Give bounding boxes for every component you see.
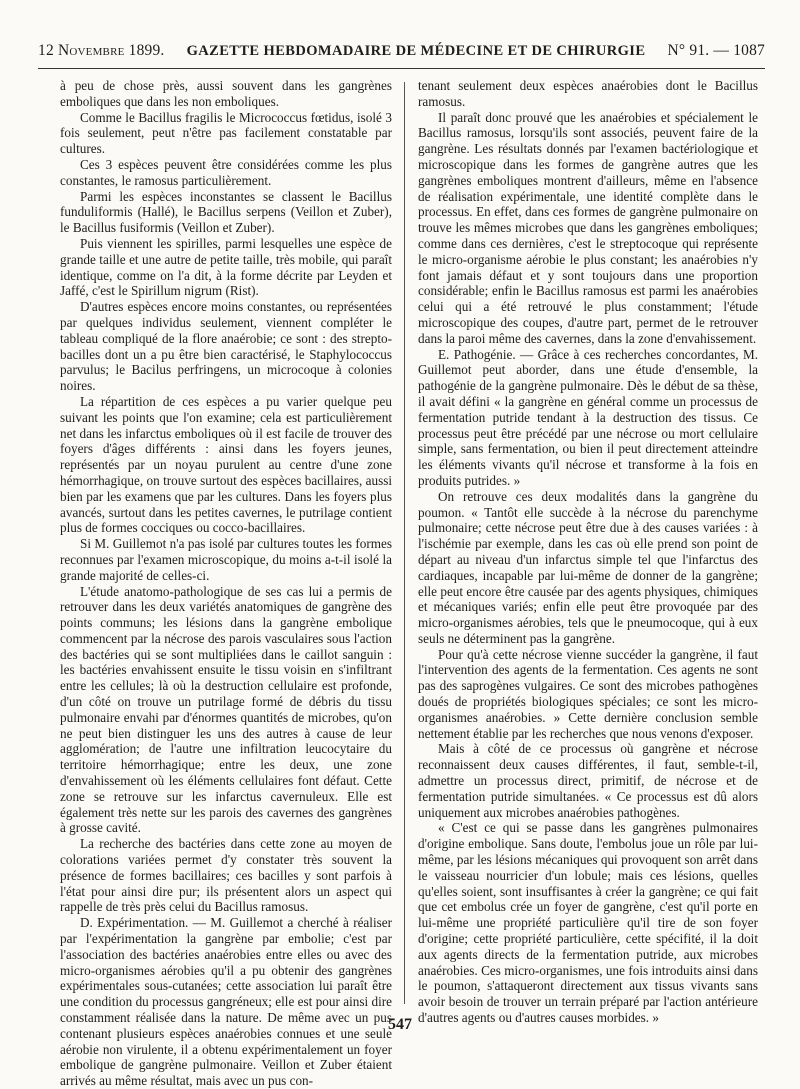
paragraph: à peu de chose près, aussi souvent dans les gangrènes emboliques que dans les non emboliques.	[60, 78, 392, 109]
paragraph: Si M. Guillemot n'a pas isolé par cultures toutes les formes reconnues par l'examen microscopique, du moins a-t-il isolé la grande majorité de celles-ci.	[60, 536, 392, 583]
paragraph: Puis viennent les spirilles, parmi lesquelles une espèce de grande taille et une autre de petite taille, très mobile, qui paraît identique, comme on l'a dit, à la forme décrite par Leyden et Jaffé, c'est le Spirillum nigrum (Rist).	[60, 235, 392, 299]
header-rule	[38, 68, 765, 69]
paragraph: Comme le Bacillus fragilis le Micrococcus fœtidus, isolé 3 fois seulement, peut n'être pas facilement constatable par cultures.	[60, 109, 392, 157]
paragraph: Parmi les espèces inconstantes se classent le Bacillus funduliformis (Hallé), le Bacillus serpens (Veillon et Zuber), le Bacillus fusiformis (Veillon et Zuber).	[60, 188, 392, 236]
paragraph: Pour qu'à cette nécrose vienne succéder la gangrène, il faut l'intervention des agents de la fermentation. Ces agents ne sont pas des saprogènes vulgaires. Ce sont des microbes pathogènes doués de propriétés biologiques spéciales; ce sont les micro-organismes anaérobies. » Cette dernière conclusion semble nettement établie par les recherches que nous venons d'exposer.	[418, 646, 758, 741]
column-divider	[404, 82, 405, 1004]
journal-title: GAZETTE HEBDOMADAIRE DE MÉDECINE ET DE CHIRURGIE	[186, 42, 646, 59]
paragraph: La recherche des bactéries dans cette zone au moyen de colorations variées permet d'y constater très souvent la présence de formes bacillaires; ces bacilles y sont parfois à l'état pour ainsi dire pur; ils présentent alors un aspect qui rappelle de très près celui du Bacillus ramosus.	[60, 836, 392, 915]
paragraph: « C'est ce qui se passe dans les gangrènes pulmonaires d'origine embolique. Sans doute, l'embolus joue un rôle par lui-même, par les lésions mécaniques qui provoquent son arrêt dans le vaisseau nourricier d'un lobule; mais ces lésions, quelles qu'elles soient, sont insuffisantes à créer la gangrène; ce qui fait que cet embolus crée un foyer de gangrène, c'est qu'il porte en lui-même une propriété particulière qu'il tire de son foyer d'origine; cette propriété particulière, cette spécifité, il la doit aux agents directs de la fermentation putride, aux microbes anaérobies. Ces micro-organismes, une fois introduits ainsi dans le poumon, s'attaqueront directement aux tissus vivants sans avoir besoin de trouver un terrain préparé par l'action antérieure d'autres agents ou d'autres causes morbides. »	[418, 820, 758, 1026]
paragraph: Mais à côté de ce processus où gangrène et nécrose reconnaissent deux causes différentes, il faut, semble-t-il, admettre un processus direct, primitif, de nécrose et de fermentation putride simultanées. « Ce processus est dû alors uniquement aux microbes anaérobies pathogènes.	[418, 741, 758, 820]
paragraph: Ces 3 espèces peuvent être considérées comme les plus constantes, le ramosus particulièrement.	[60, 156, 392, 188]
paragraph: tenant seulement deux espèces anaérobies dont le Bacillus ramosus.	[418, 78, 758, 109]
paragraph: Il paraît donc prouvé que les anaérobies et spécialement le Bacillus ramosus, lorsqu'ils sont associés, peuvent faire de la gangrène. Les résultats donnés par l'examen bactériologique et microscopique dans les formes de gangrène autres que les gangrènes emboliques montrent d'ailleurs, même en l'absence de réalisation expérimentale, une identité complète dans le processus. En effet, dans ces formes de gangrène pulmonaire on trouve les mêmes microbes que dans les gangrènes emboliques; comme dans ces dernières, c'est le streptocoque qui représente le micro-organisme aérobie le plus constant; les anaérobies n'y font jamais défaut et y sont toujours dans une proportion considérable; enfin le Bacillus ramosus est parmi les anaérobies celui qui a été retrouvé le plus constamment; l'étude microscopique des coupes, d'autre part, permet de le retrouver dans la paroi même des cavernes, dans la zone d'envahissement.	[418, 109, 758, 346]
paragraph: La répartition de ces espèces a pu varier quelque peu suivant les points que l'on examine; cela est particulièrement net dans les infarctus emboliques où il est facile de trouver des foyers d'âges différents : ainsi dans les foyers jeunes, représentés par un noyau purulent au centre d'une zone hémorrhagique, on trouve surtout des espèces bacillaires, aussi bien par les examens que par les cultures. Dans les foyers plus avancés, surtout dans les petites cavernes, le putrilage contient plus de formes cocciques ou cocco-bacillaires.	[60, 393, 392, 536]
paragraph: L'étude anatomo-pathologique de ses cas lui a permis de retrouver dans les deux variétés anatomiques de gangrène des points communs; les lésions dans la gangrène embolique commencent par la nécrose des parois vasculaires sous l'action des bactéries qui se sont multipliées dans le caillot sanguin : les bactéries envahissent ensuite le tissu voisin en s'infiltrant entre les cellules; là où la destruction cellulaire est profonde, d'un côté on trouve un putrilage formé de débris du tissu pulmonaire envahi par d'énormes quantités de microbes, qu'on ne peut bien distinguer les uns des autres à cause de leur agglomération; de l'autre une infiltration leucocytaire du territoire hémorrhagique; entre les deux, une zone d'envahissement où les éléments cellulaires font défaut. Cette zone se retrouve sur les infarctus cavernuleux. Elle est également très nette sur les parois des cavernes des gangrènes à grosse cavité.	[60, 583, 392, 836]
issue-date: 12 Novembre 1899.	[38, 42, 165, 59]
left-column	[60, 78, 392, 1089]
section-pathogenie: E. Pathogénie. — Grâce à ces recherches concordantes, M. Guillemot peut aborder, dans une étude d'ensemble, la pathogénie de la gangrène pulmonaire. Dès le début de sa thèse, il avait défini « la gangrène en général comme un processus de fermentation putride tendant à la destruction des tissus. Ce processus peut être précédé par une nécrose ou mort cellulaire simple, sans fermentation, ou bien il peut directement atteindre les éléments vivants qu'il nécrose et transforme à la fois en produits putrides. »	[418, 346, 758, 488]
paragraph: D'autres espèces encore moins constantes, ou représentées par quelques individus seulement, viennent compléter le tableau compliqué de la flore anaérobie; ce sont : des strepto-bacilles dont un a pu être bien caractérisé, le Staphylococcus parvulus; le Bacilus perfringens, un microcoque à colonies noires.	[60, 299, 392, 394]
section-experimentation: D. Expérimentation. — M. Guillemot a cherché à réaliser par l'expérimentation la gangrène par embolie; c'est par l'association des bactéries anaérobies entre elles ou avec des micro-organismes aérobies qu'il a pu obtenir des gangrènes expérimentales sous-cutanées; cette association lui paraît être une condition du processus gangréneux; elle est pour ainsi dire constamment réalisée dans la nature. De même avec un pus contenant plusieurs espèces anaérobies connues et une seule aérobie non virulente, il a obtenu expérimentalement un foyer embolique de gangrène pulmonaire. Veillon et Zuber étaient arrivés au même résultat, mais avec un pus con-	[60, 915, 392, 1089]
issue-number: N° 91. — 1087	[667, 42, 765, 59]
running-header	[38, 36, 765, 66]
paragraph: On retrouve ces deux modalités dans la gangrène du poumon. « Tantôt elle succède à la nécrose du parenchyme pulmonaire; cette nécrose peut être due à des causes variées : à l'ischémie par exemple, dans les cas où elle prend son point de départ au niveau d'un infarctus simple tel que l'infarctus des cardiaques, incapable par lui-même de donner de la gangrène; elle peut encore être causée par des agents physiques, chimiques et mécaniques variés; enfin elle peut être provoquée par des micro-organismes aérobies, tels que le pneumocoque, qui à eux seuls ne déterminent pas la gangrène.	[418, 488, 758, 646]
right-column	[418, 78, 758, 1026]
page-number: 547	[388, 1016, 412, 1033]
